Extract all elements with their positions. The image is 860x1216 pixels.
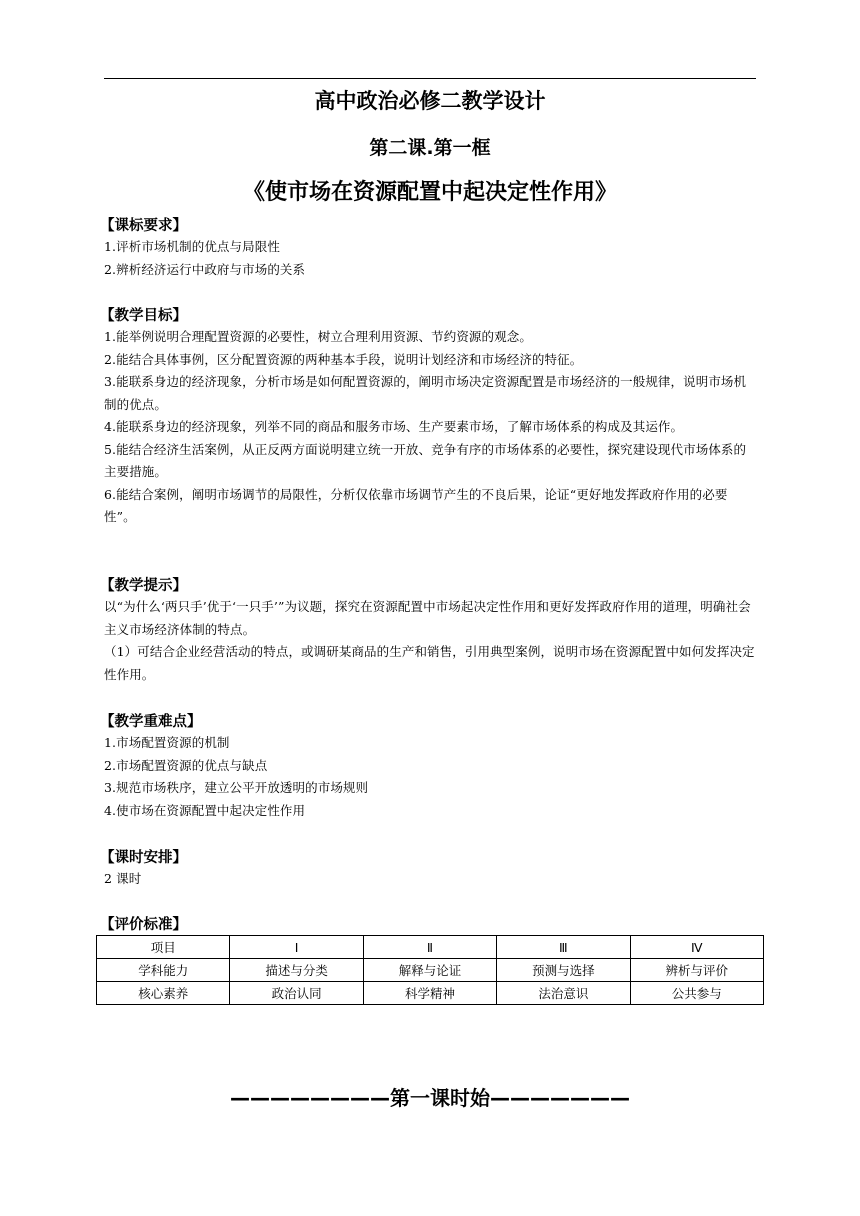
objectives-heading: 【教学目标】 [100, 308, 187, 324]
evaluation-heading: 【评价标准】 [100, 917, 187, 933]
table-cell: 核心素养 [97, 982, 230, 1005]
document-title: 高中政治必修二教学设计 [314, 89, 546, 113]
schedule-section [100, 848, 756, 891]
curriculum-section [100, 216, 756, 281]
objective-item: 5.能结合经济生活案例，从正反两方面说明建立统一开放、竞争有序的市场体系的必要性，探究建设现代市场体系的主要措施。 [104, 441, 747, 479]
table-cell: Ⅳ [630, 936, 763, 959]
key-point-item: 2.市场配置资源的优点与缺点 [104, 757, 268, 773]
table-cell: 预测与选择 [497, 959, 630, 982]
key-points-section [100, 712, 756, 822]
table-row [97, 982, 764, 1005]
tip-item: （1）可结合企业经营活动的特点，或调研某商品的生产和销售，引用典型案例，说明市场在资源配置中如何发挥决定性作用。 [104, 644, 755, 682]
evaluation-section [100, 915, 756, 935]
table-cell: Ⅰ [230, 936, 363, 959]
schedule-heading: 【课时安排】 [100, 850, 187, 866]
curriculum-item: 2.辨析经济运行中政府与市场的关系 [104, 261, 306, 277]
key-point-item: 3.规范市场秩序，建立公平开放透明的市场规则 [104, 780, 369, 795]
objective-item: 6.能结合案例，阐明市场调节的局限性，分析仅依靠市场调节产生的不良后果，论证“更好地发挥政府作用的必要性”。 [104, 486, 728, 524]
table-row [97, 959, 764, 982]
objective-item: 1.能举例说明合理配置资源的必要性，树立合理利用资源、节约资源的观念。 [104, 329, 532, 344]
key-point-item: 1.市场配置资源的机制 [104, 735, 230, 750]
objective-item: 2.能结合具体事例，区分配置资源的两种基本手段，说明计划经济和市场经济的特征。 [104, 351, 583, 367]
table-cell: 学科能力 [97, 959, 230, 982]
objectives-section [100, 306, 756, 529]
objective-item: 4.能联系身边的经济现象，列举不同的商品和服务市场、生产要素市场，了解市场体系的构成及其运作。 [104, 419, 684, 434]
tips-section [100, 576, 756, 686]
table-row [97, 936, 764, 959]
key-point-item: 4.使市场在资源配置中起决定性作用 [104, 802, 306, 818]
lesson-title: 《使市场在资源配置中起决定性作用》 [242, 180, 617, 205]
header-rule [104, 78, 756, 79]
curriculum-item: 1.评析市场机制的优点与局限性 [104, 239, 280, 254]
table-cell: 科学精神 [363, 982, 496, 1005]
table-cell: 公共参与 [630, 982, 763, 1005]
objective-item: 3.能联系身边的经济现象，分析市场是如何配置资源的，阐明市场决定资源配置是市场经济的一般规律，说明市场机制的优点。 [104, 374, 747, 412]
table-cell: 法治意识 [497, 982, 630, 1005]
tips-heading: 【教学提示】 [100, 578, 187, 594]
table-cell: 政治认同 [230, 982, 363, 1005]
tip-item: 以“为什么‘两只手’优于‘一只手’”为议题，探究在资源配置中市场起决定性作用和更好发挥政府作用的道理，明确社会主义市场经济体制的特点。 [104, 599, 751, 637]
key-points-heading: 【教学重难点】 [100, 714, 202, 730]
curriculum-heading: 【课标要求】 [100, 218, 187, 234]
lesson-start-divider: ————————第一课时始——————— [230, 1086, 630, 1110]
schedule-text: 2 课时 [104, 871, 142, 886]
document-subtitle: 第二课.第一框 [369, 137, 491, 159]
table-cell: 辨析与评价 [630, 959, 763, 982]
table-cell: 描述与分类 [230, 959, 363, 982]
table-cell: 解释与论证 [363, 959, 496, 982]
evaluation-table [96, 935, 764, 1005]
table-cell: 项目 [97, 936, 230, 959]
table-cell: Ⅱ [363, 936, 496, 959]
table-cell: Ⅲ [497, 936, 630, 959]
